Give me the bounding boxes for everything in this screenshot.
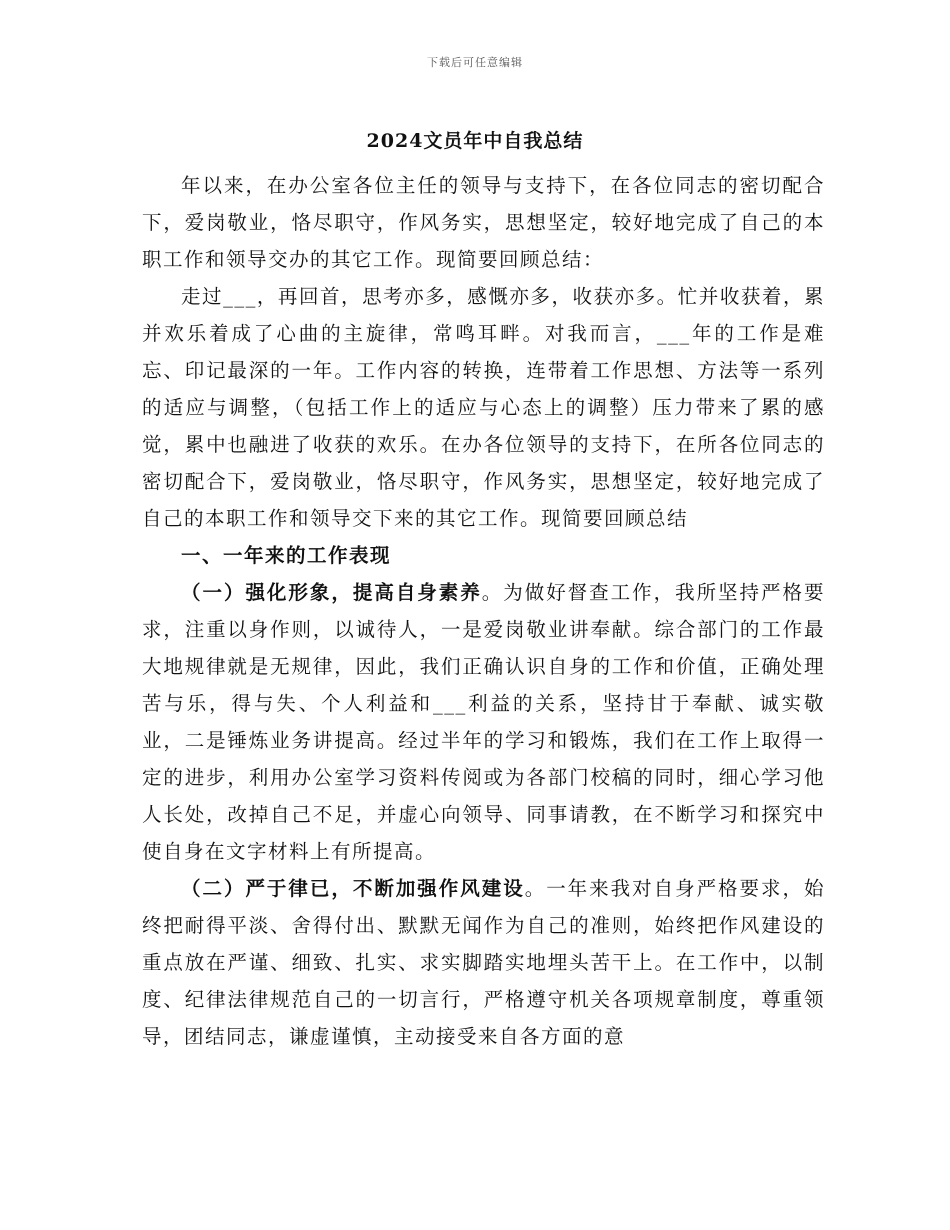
page-header: 下载后可任意编辑 xyxy=(427,56,523,69)
subsection-lead: （二）严于律已，不断加强作风建设 xyxy=(181,877,525,900)
intro-paragraph: 年以来，在办公室各位主任的领导与支持下，在各位同志的密切配合下，爱岗敬业，恪尽职守，作风务实，思想坚定，较好地完成了自己的本职工作和领导交办的其它工作。现简要回顾总结： xyxy=(142,174,825,271)
body-paragraph: 走过___，再回首，思考亦多，感慨亦多，收获亦多。忙并收获着，累并欢乐着成了心曲的主旋律，常鸣耳畔。对我而言，___年的工作是难忘、印记最深的一年。工作内容的转换，连带着工作思想、方法等一系列的适应与调整，（包括工作上的适应与心态上的调整）压力带来了累的感觉，累中也融进了收获的欢乐。在办各位领导的支持下，在所各位同志的密切配合下，爱岗敬业，恪尽职守，作风务实，思想坚定，较好地完成了自己的本职工作和领导交下来的其它工作。现简要回顾总结 xyxy=(142,285,825,530)
document-title: 2024文员年中自我总结 xyxy=(366,130,584,152)
subsection-text: 。一年来我对自身严格要求，始终把耐得平淡、舍得付出、默默无闻作为自己的准则，始终把作风建设的重点放在严谨、细致、扎实、求实脚踏实地埋头苦干上。在工作中，以制度、纪律法律规范自己的一切言行，严格遵守机关各项规章制度，尊重领导，团结同志，谦虚谨慎，主动接受来自各方面的意 xyxy=(142,877,825,1048)
section-heading: 一、一年来的工作表现 xyxy=(181,544,392,567)
document-body xyxy=(142,167,825,1055)
subsection-text: 。为做好督查工作，我所坚持严格要求，注重以身作则，以诚待人，一是爱岗敬业讲奉献。综合部门的工作最大地规律就是无规律，因此，我们正确认识自身的工作和价值，正确处理苦与乐，得与失、个人利益和___利益的关系，坚持甘于奉献、诚实敬业，二是锤炼业务讲提高。经过半年的学习和锻炼，我们在工作上取得一定的进步，利用办公室学习资料传阅或为各部门校稿的同时，细心学习他人长处，改掉自己不足，并虚心向领导、同事请教，在不断学习和探究中使自身在文字材料上有所提高。 xyxy=(142,581,825,863)
subsection-lead: （一）强化形象，提高自身素养 xyxy=(181,581,482,604)
subsection-paragraph-2 xyxy=(142,870,825,1055)
subsection-paragraph-1 xyxy=(142,574,825,870)
